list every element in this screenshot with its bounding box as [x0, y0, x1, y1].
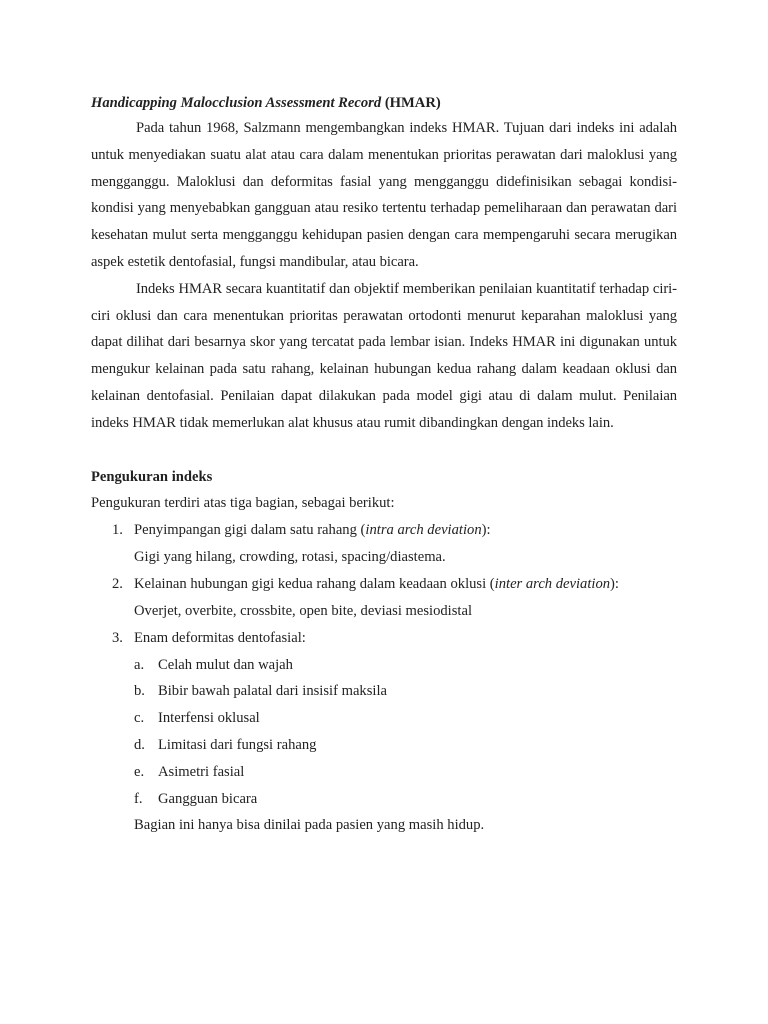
list-item-suffix: ):: [610, 575, 619, 592]
sub-item-label: c.: [134, 710, 145, 727]
sub-item-label: e.: [134, 763, 145, 780]
sub-item-text: Asimetri fasial: [158, 763, 245, 780]
paragraph-2: Indeks HMAR secara kuantitatif dan objektif memberikan penilaian kuantitatif terhadap ciri-ciri oklusi dan cara menentukan prioritas perawatan ortodonti menurut keparahan maloklusi yang dapat dilihat dari besarnya skor yang tercatat pada lembar isian. Indeks HMAR ini digunakan untuk mengukur kelainan pada satu rahang, kelainan hubungan kedua rahang dalam keadaan oklusi dan kelainan dentofasial. Penilaian dapat dilakukan pada model gigi atau di dalam mulut. Penilaian indeks HMAR tidak memerlukan alat khusus atau rumit dibandingkan dengan indeks lain.: [91, 280, 677, 431]
list-item-1-detail: Gigi yang hilang, crowding, rotasi, spacing/diastema.: [134, 548, 446, 565]
sub-item-f: [91, 786, 677, 813]
section-intro: Pengukuran terdiri atas tiga bagian, sebagai berikut:: [91, 495, 395, 512]
sub-item-d: [91, 732, 677, 759]
list-item-text: Kelainan hubungan gigi kedua rahang dalam keadaan oklusi (: [134, 575, 495, 592]
section-spacer: [91, 437, 677, 464]
list-number: 1.: [112, 521, 123, 538]
list-item-term: inter arch deviation: [494, 575, 611, 592]
sub-item-label: b.: [134, 683, 145, 700]
list-item-2-detail: Overjet, overbite, crossbite, open bite, deviasi mesiodistal: [134, 602, 473, 619]
sub-item-label: d.: [134, 736, 145, 753]
list-number: 2.: [112, 575, 123, 592]
paragraph-1: Pada tahun 1968, Salzmann mengembangkan indeks HMAR. Tujuan dari indeks ini adalah untuk menyediakan suatu alat atau cara dalam menentukan prioritas perawatan dari maloklusi yang mengganggu. Maloklusi dan deformitas fasial yang mengganggu didefinisikan sebagai kondisi-kondisi yang menyebabkan gangguan atau resiko tertentu terhadap pemeliharaan dan perawatan dari kesehatan mulut serta mengganggu kehidupan pasien dengan cara mempengaruhi secara merugikan aspek estetik dentofasial, fungsi mandibular, atau bicara.: [91, 120, 677, 270]
list-item-3: [91, 625, 677, 652]
sub-item-text: Gangguan bicara: [158, 790, 258, 807]
list-item-1: [91, 517, 677, 544]
sub-item-e: [91, 759, 677, 786]
document-content: [91, 92, 677, 839]
list-item-term: intra arch deviation: [365, 521, 482, 538]
title-italic: Handicapping Malocclusion Assessment Record: [91, 95, 382, 111]
list-item-text: Enam deformitas dentofasial:: [134, 629, 306, 646]
title-abbreviation: (HMAR): [384, 95, 441, 111]
list-item-suffix: ):: [481, 521, 491, 538]
list-item-text: Penyimpangan gigi dalam satu rahang (: [134, 521, 366, 538]
sub-item-text: Limitasi dari fungsi rahang: [158, 736, 317, 753]
sub-item-c: [91, 705, 677, 732]
sub-item-text: Interfensi oklusal: [158, 710, 260, 727]
list-item-2: [91, 571, 677, 598]
sub-item-text: Celah mulut dan wajah: [158, 656, 293, 673]
list-number: 3.: [112, 629, 123, 646]
sub-item-b: [91, 678, 677, 705]
sub-item-label: a.: [134, 656, 145, 673]
sub-item-a: [91, 652, 677, 679]
section-heading: Pengukuran indeks: [91, 468, 213, 485]
closing-note: Bagian ini hanya bisa dinilai pada pasien yang masih hidup.: [134, 817, 485, 834]
sub-item-text: Bibir bawah palatal dari insisif maksila: [158, 683, 387, 700]
sub-item-label: f.: [134, 790, 143, 807]
document-title: [91, 92, 677, 115]
